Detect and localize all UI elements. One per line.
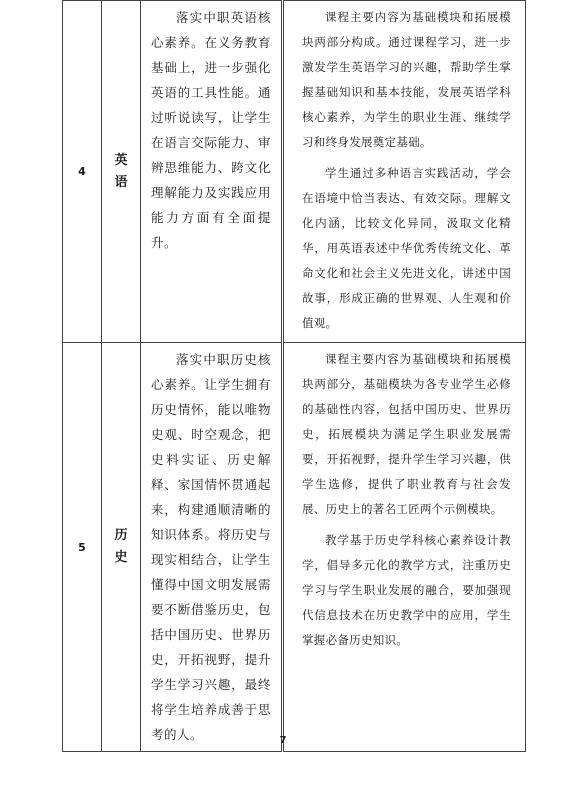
- page-number: 7: [279, 735, 287, 746]
- row-number: 4: [63, 1, 102, 343]
- row-number: 5: [63, 343, 102, 752]
- content-paragraph: 课程主要内容为基础模块和拓展模块两部分构成。通过课程学习，进一步激发学生英语学习的兴趣，帮助学生掌握基础知识和基本技能，发展英语学科核心素养，为学生的职业生涯、继续学习和终身发展奠定基础。: [302, 10, 511, 149]
- subject-label: 历史: [114, 528, 128, 565]
- content-paragraph: 学生通过多种语言实践活动，学会在语境中恰当表达、有效交际。理解文化内涵，比较文化异同，汲取文化精华，用英语表述中华优秀传统文化、革命文化和社会主义先进文化，讲述中国故事，形成正确的世界观、人生观和价值观。: [302, 166, 511, 330]
- course-content: [283, 1, 526, 343]
- table-row-history: [63, 343, 526, 752]
- subject-name: [102, 1, 141, 343]
- content-paragraph: 课程主要内容为基础模块和拓展模块两部分，基础模块为各专业学生必修的基础性内容，包括中国历史、世界历史，拓展模块为满足学生职业发展需要，开拓视野，提升学生学习兴趣，供学生选修，提供了职业教育与社会发展、历史上的著名工匠两个示例模块。: [302, 352, 511, 516]
- subject-name: [102, 343, 141, 752]
- course-goal: 落实中职历史核心素养。让学生拥有历史情怀，能以唯物史观、时空观念，把史料实证、历史解释、家国情怀贯通起来，构建通顺清晰的知识体系。将历史与现实相结合，让学生懂得中国文明发展需要不断借鉴历史，包括中国历史、世界历史，开拓视野，提升学生学习兴趣，最终将学生培养成善于思考的人。: [141, 343, 283, 752]
- table-row-english: [63, 1, 526, 343]
- course-content: [283, 343, 526, 752]
- subject-label: 英语: [114, 152, 128, 190]
- content-paragraph: 教学基于历史学科核心素养设计教学，倡导多元化的教学方式，注重历史学习与学生职业发展的融合，要加强现代信息技术在历史教学中的应用，学生掌握必备历史知识。: [302, 533, 511, 647]
- curriculum-table: [62, 0, 526, 752]
- course-goal: 落实中职英语核心素养。在义务教育基础上，进一步强化英语的工具性能。通过听说读写，让学生在语言交际能力、审辨思维能力、跨文化理解能力及实践应用能力方面有全面提升。: [141, 1, 283, 343]
